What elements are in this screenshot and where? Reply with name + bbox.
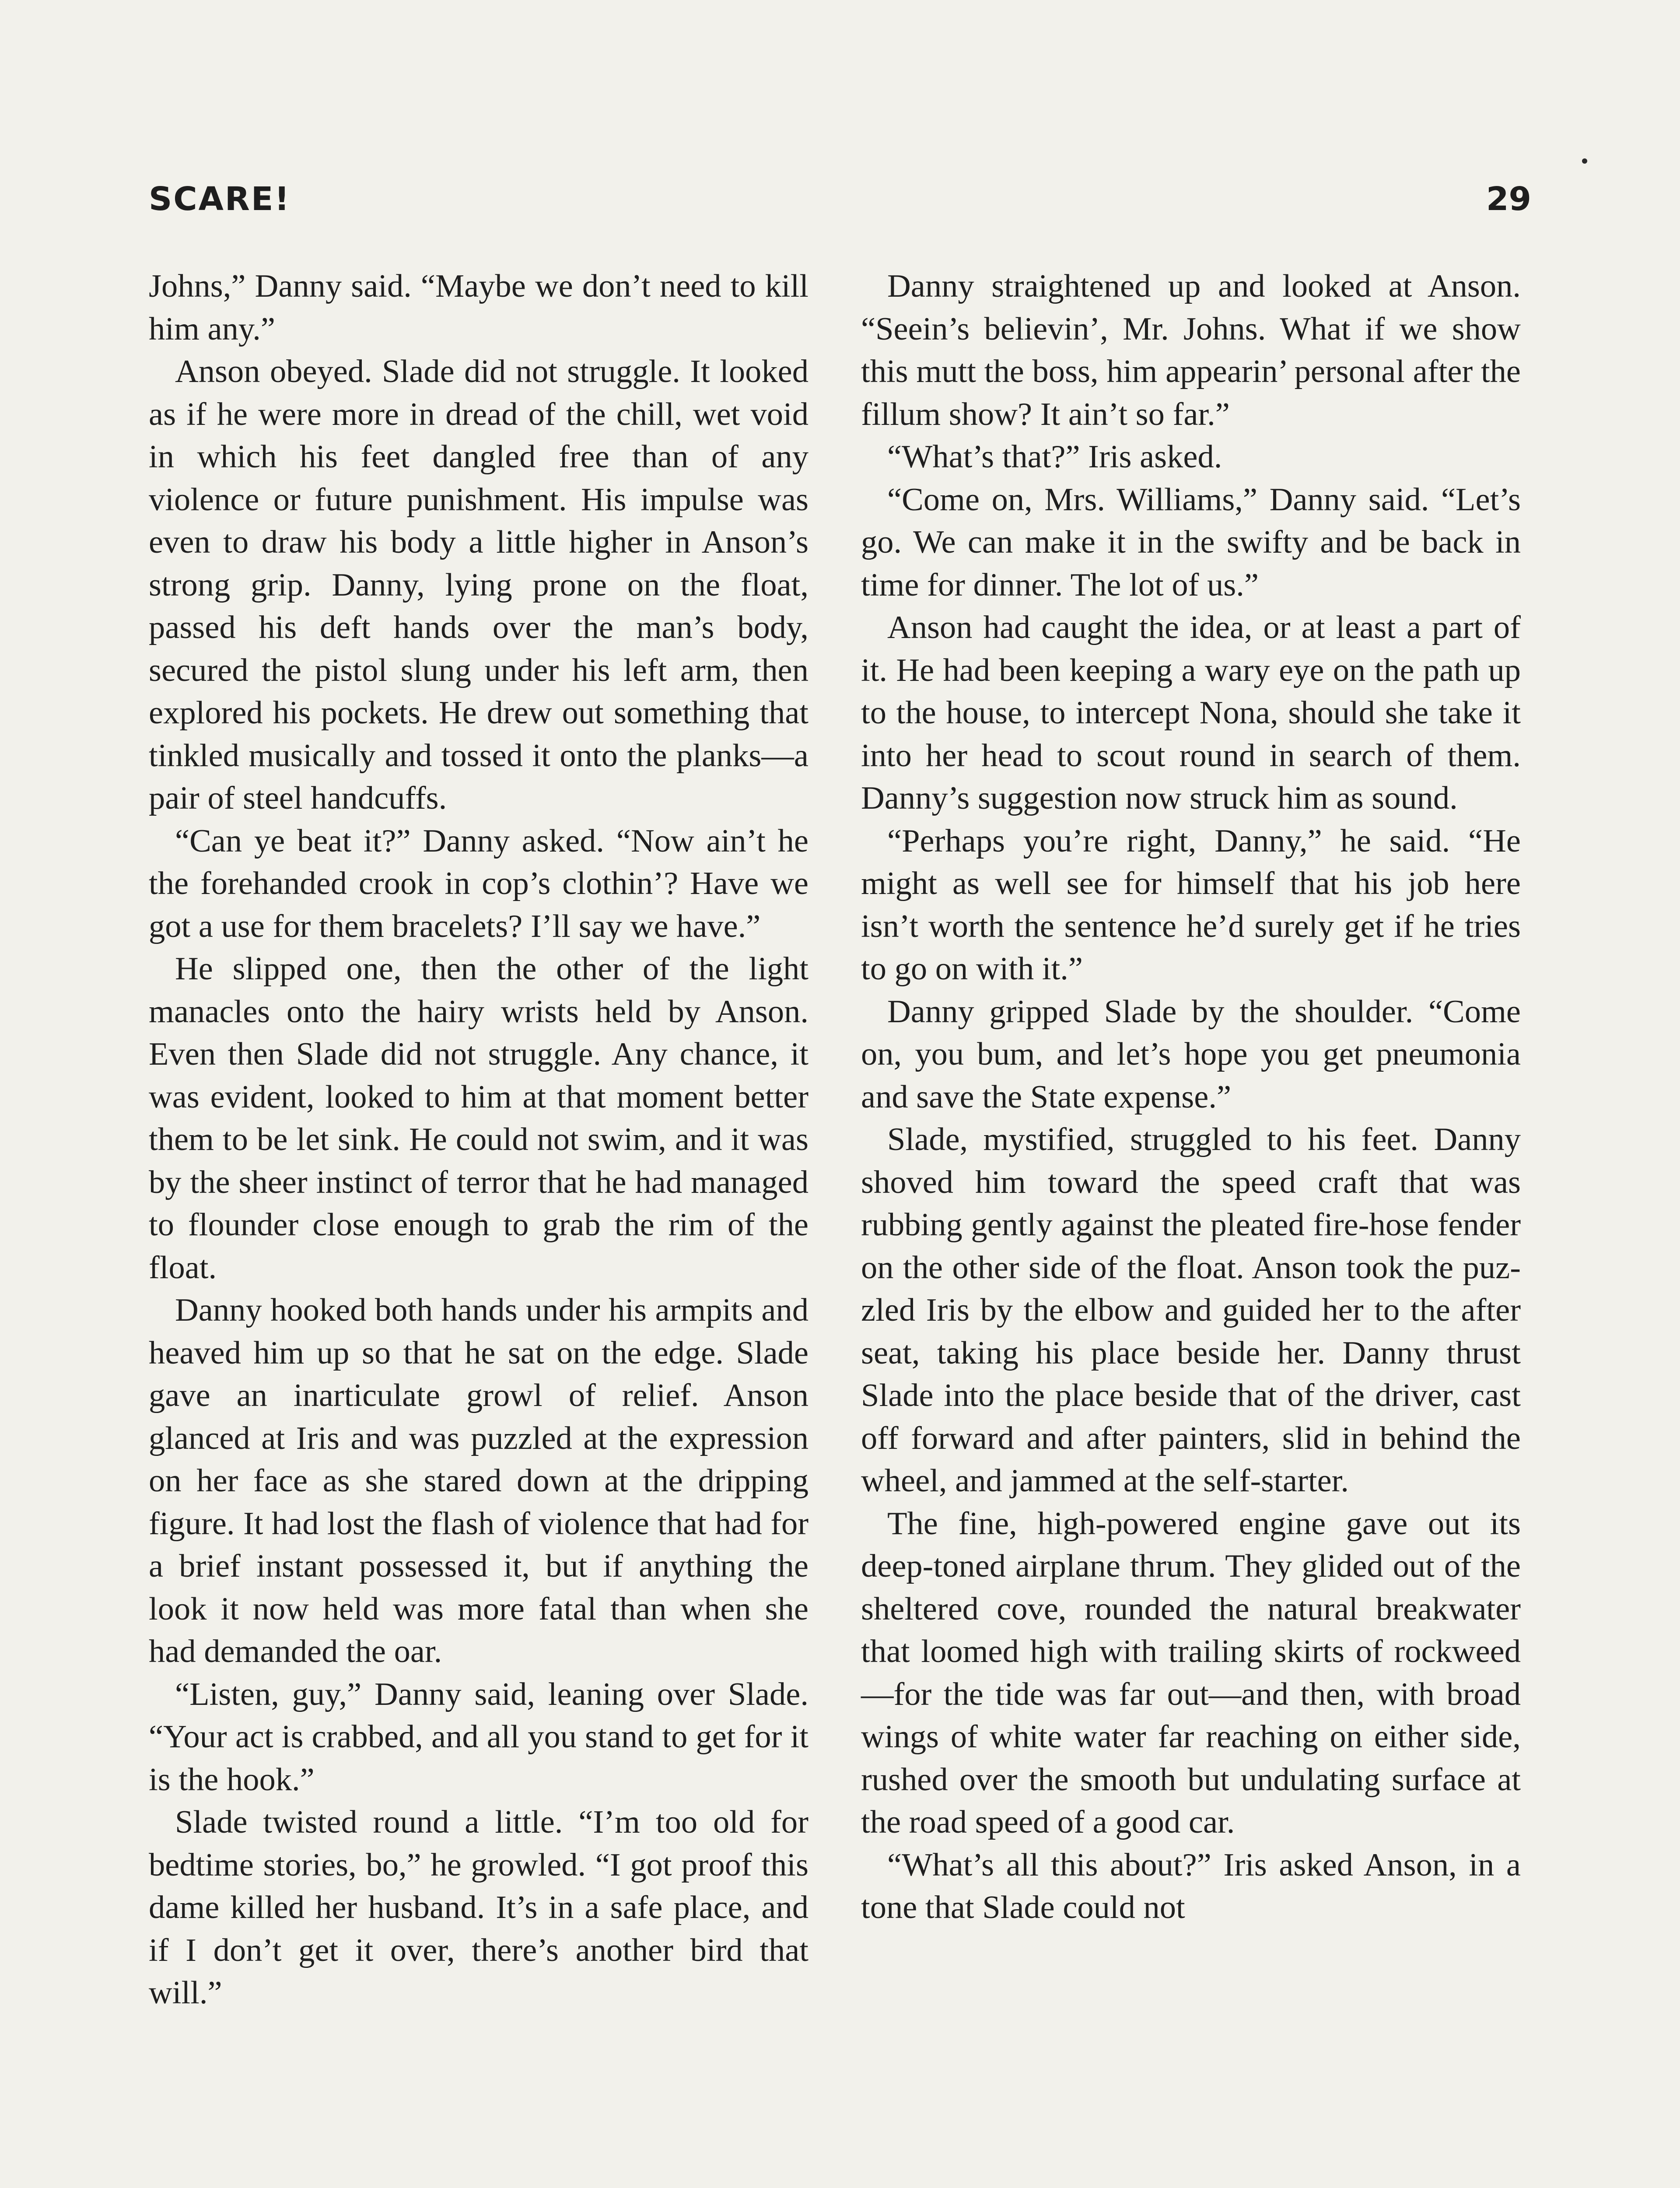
paragraph: “Listen, guy,” Danny said, leaning over Slade. “Your act is crabbed, and all you stand to get for it is the hook.” bbox=[149, 1676, 808, 1798]
paragraph: Johns,” Danny said. “Maybe we don’t need to kill him any.” bbox=[149, 268, 808, 347]
paragraph: Danny hooked both hands under his armpits and heaved him up so that he sat on the edge. Slade gave an inarticulate growl of relief. Anson glanced at Iris and was puzzled at the expression on her face as she stared down at the dripping figure. It had lost the flash of violence that had for a brief instant possessed it, but if anything the look it now held was more fatal than when she had demanded the oar. bbox=[149, 1292, 808, 1669]
paragraph: “Can ye beat it?” Danny asked. “Now ain’t he the forehanded crook in cop’s clothin’? Have we got a use for them bracelets? I’ll say we have.” bbox=[149, 823, 808, 944]
paragraph: He slipped one, then the other of the light manacles onto the hairy wrists held by Anson. Even then Slade did not struggle. Any chance, it was evident, looked to him at that moment better them to be let sink. He could not swim, and it was by the sheer instinct of terror that he had managed to flounder close enough to grab the rim of the float. bbox=[149, 951, 808, 1286]
paragraph: “What’s all this about?” Iris asked Anson, in a tone that Slade could not bbox=[861, 1847, 1521, 1925]
paragraph: Danny gripped Slade by the shoulder. “Come on, you bum, and let’s hope you get pneumonia and save the State expense.” bbox=[861, 993, 1521, 1115]
running-head bbox=[149, 180, 1531, 233]
print-speck bbox=[1582, 158, 1587, 164]
paragraph: Anson had caught the idea, or at least a part of it. He had been keeping a wary eye on the path up to the house, to intercept Nona, should she take it into her head to scout round in search of them. Danny’s suggestion now struck him as sound. bbox=[861, 610, 1521, 816]
right-text-column bbox=[861, 265, 1521, 1929]
paragraph: The fine, high-powered engine gave out its deep-toned airplane thrum. They glided out of the sheltered cove, rounded the natural breakwater that loomed high with trailing skirts of rockweed—for the tide was far out—and then, with broad wings of white water far reaching on either side, rushed over the smooth but undulating surface at the road speed of a good car. bbox=[861, 1505, 1521, 1840]
paragraph: Danny straightened up and looked at Anson. “Seein’s believin’, Mr. Johns. What if we show this mutt the boss, him appearin’ personal after the fillum show? It ain’t so far.” bbox=[861, 268, 1521, 432]
page-number: 29 bbox=[1486, 180, 1531, 218]
paragraph: Anson obeyed. Slade did not struggle. It looked as if he were more in dread of the chill, wet void in which his feet dangled free than of any violence or future punishment. His impulse was even to draw his body a little higher in Anson’s strong grip. Danny, lying prone on the float, passed his deft hands over the man’s body, secured the pistol slung under his left arm, then explored his pockets. He drew out something that tinkled musically and tossed it onto the planks—a pair of steel handcuffs. bbox=[149, 354, 808, 816]
paragraph: Slade twisted round a little. “I’m too old for bedtime stories, bo,” he growled. “I got proof this dame killed her husband. It’s in a safe place, and if I don’t get it over, there’s another bird that will.” bbox=[149, 1804, 808, 2011]
paragraph: Slade, mystified, struggled to his feet. Danny shoved him toward the speed craft that was rubbing gently against the pleated fire-hose fender on the other side of the float. Anson took the puzzled Iris by the elbow and guided her to the after seat, taking his place beside her. Danny thrust Slade into the place beside that of the driver, cast off forward and after painters, slid in behind the wheel, and jammed at the self-starter. bbox=[861, 1122, 1521, 1499]
paragraph: “What’s that?” Iris asked. bbox=[887, 439, 1222, 475]
left-text-column bbox=[149, 265, 808, 2015]
paragraph: “Come on, Mrs. Williams,” Danny said. “Let’s go. We can make it in the swifty and be back in time for dinner. The lot of us.” bbox=[861, 481, 1521, 603]
story-title: SCARE! bbox=[149, 180, 291, 218]
paragraph: “Perhaps you’re right, Danny,” he said. “He might as well see for himself that his job here isn’t worth the sentence he’d surely get if he tries to go on with it.” bbox=[861, 823, 1521, 987]
